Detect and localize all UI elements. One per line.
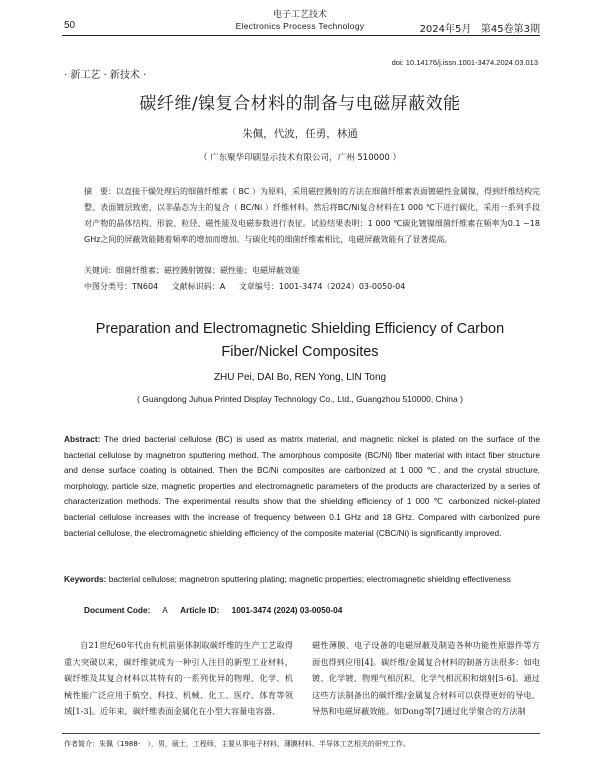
section-label: · 新工艺 · 新技术 · [64,70,147,81]
footnote-rule [62,733,540,734]
keywords-en-label: Keywords: [64,574,107,584]
keywords-en [64,572,540,588]
classification-cn: 中图分类号：TN604 文献标识码：A 文章编号：1001-3474（2024）03-0050-04 [84,282,406,291]
abstract-en-text: The dried bacterial cellulose (BC) is used as matrix material, and magnetic nickel is plated on the surface of the bacterial cellulose by magnetron sputtering method. The amorphous composite (BC/Ni) fiber material with intact fiber structure and dense surface coating is obtained. Then the BC/Ni composites are carbonized at 1 000 ℃, and the crystal structure, morphology, particle size, magnetic properties and electromagnetic parameters of the products are characterized by a series of characterization methods. The experimental results show that the shielding efficiency of 1 000 ℃ carbonized nickel-plated bacterial cellulose increases with the increase of frequency between 0.1 GHz and 18 GHz. Compared with carbonized pure bacterial cellulose, the electromagnetic shielding efficiency of the composite material (CBC/Ni) is significantly improved. [64,434,540,538]
body-column-left [64,637,293,720]
journal-name-en: Electronics Process Technology [235,21,365,31]
title-cn: 碳纤维/镍复合材料的制备与电磁屏蔽效能 [139,94,461,114]
article-id-value: 1001-3474 (2024) 03-0050-04 [231,605,343,615]
authors-en: ZHU Pei, DAI Bo, REN Yong, LIN Tong [213,372,387,383]
body-text-left: 自21世纪60年代由有机前驱体制取碳纤维的生产工艺取得重大突破以来，碳纤维就成为一种引人注目的新型工业材料，碳纤维及其复合材料以其特有的一系列优异的物理、化学、机械性能广泛应用于航空、科技、机械、化工、医疗、体育等领域[1-3]。近年来，碳纤维表面金属化在小型大容量电容器、 [64,640,293,716]
title-en: Preparation and Electromagnetic Shielding Efficiency of Carbon Fiber/Nickel Composites [95,321,505,360]
doc-code-value: A [162,605,168,615]
page-number: 50 [64,20,76,31]
keywords-en-text: bacterial cellulose; magnetron sputtering plating; magnetic properties; electromagnetic shielding effectiveness [108,574,511,584]
article-id-label: Article ID: [180,605,220,615]
doi: doi: 10.14176/j.issn.1001-3474.2024.03.013 [391,58,538,67]
abstract-en [64,432,540,541]
authors-cn: 朱佩，代波，任勇，林通 [242,128,358,140]
body-column-right [312,637,540,720]
doc-code-label: Document Code: [84,605,151,615]
author-footnote: 作者简介：朱佩（1988- ），男，硕士，工程师，主要从事电子材料、薄膜材料、半导体工艺相关的研究工作。 [64,740,410,748]
header-rule [62,35,540,36]
abstract-en-label: Abstract: [64,434,101,444]
affiliation-cn: （ 广东聚华印刷显示技术有限公司，广州 510000 ） [198,153,402,163]
affiliation-en: ( Guangdong Juhua Printed Display Technology Co., Ltd., Guangzhou 510000, China ) [137,394,463,404]
codes-en [84,605,352,615]
keywords-cn: 关键词：细菌纤维素；磁控溅射镀镍；磁性能；电磁屏蔽效能 [84,266,300,275]
journal-name-cn: 电子工艺技术 [272,10,327,20]
abstract-cn: 摘 要：以直接干燥处理后的细菌纤维素（ BC ）为原料，采用磁控溅射的方法在细菌纤维素表面镀磁性金属镍，得到纤维结构完整、表面镀层致密、以非晶态为主的复合（ BC/Ni ）纤维材料。然后将BC/Ni复合材料在1 000 ℃下进行碳化，采用一系列手段对产物的晶体结构、形貌、粒径、磁性能及电磁参数进行表征。试验结果表明：1 000 ℃碳化镀镍细菌纤维素在频率为0.1 ~18 GHz之间的屏蔽效能随着频率的增加而增加。与碳化纯的细菌纤维素相比，电磁屏蔽效能有了显著提高。 [84,187,541,244]
body-text-right: 磁性薄膜、电子设备的电磁屏蔽及制造各种功能性原器件等方面也得到应用[4]。碳纤维/金属复合材料的制备方法很多：如电镀、化学镀、物理气相沉积、化学气相沉积和熔射[5-6]。通过这些方法制备出的碳纤维/金属复合材料可以获得更好的导电、导热和电磁屏蔽效能。如Dong等[7]通过化学聚合的方法制 [312,640,540,716]
issue-info: 2024年5月 第45卷第3期 [419,24,540,35]
